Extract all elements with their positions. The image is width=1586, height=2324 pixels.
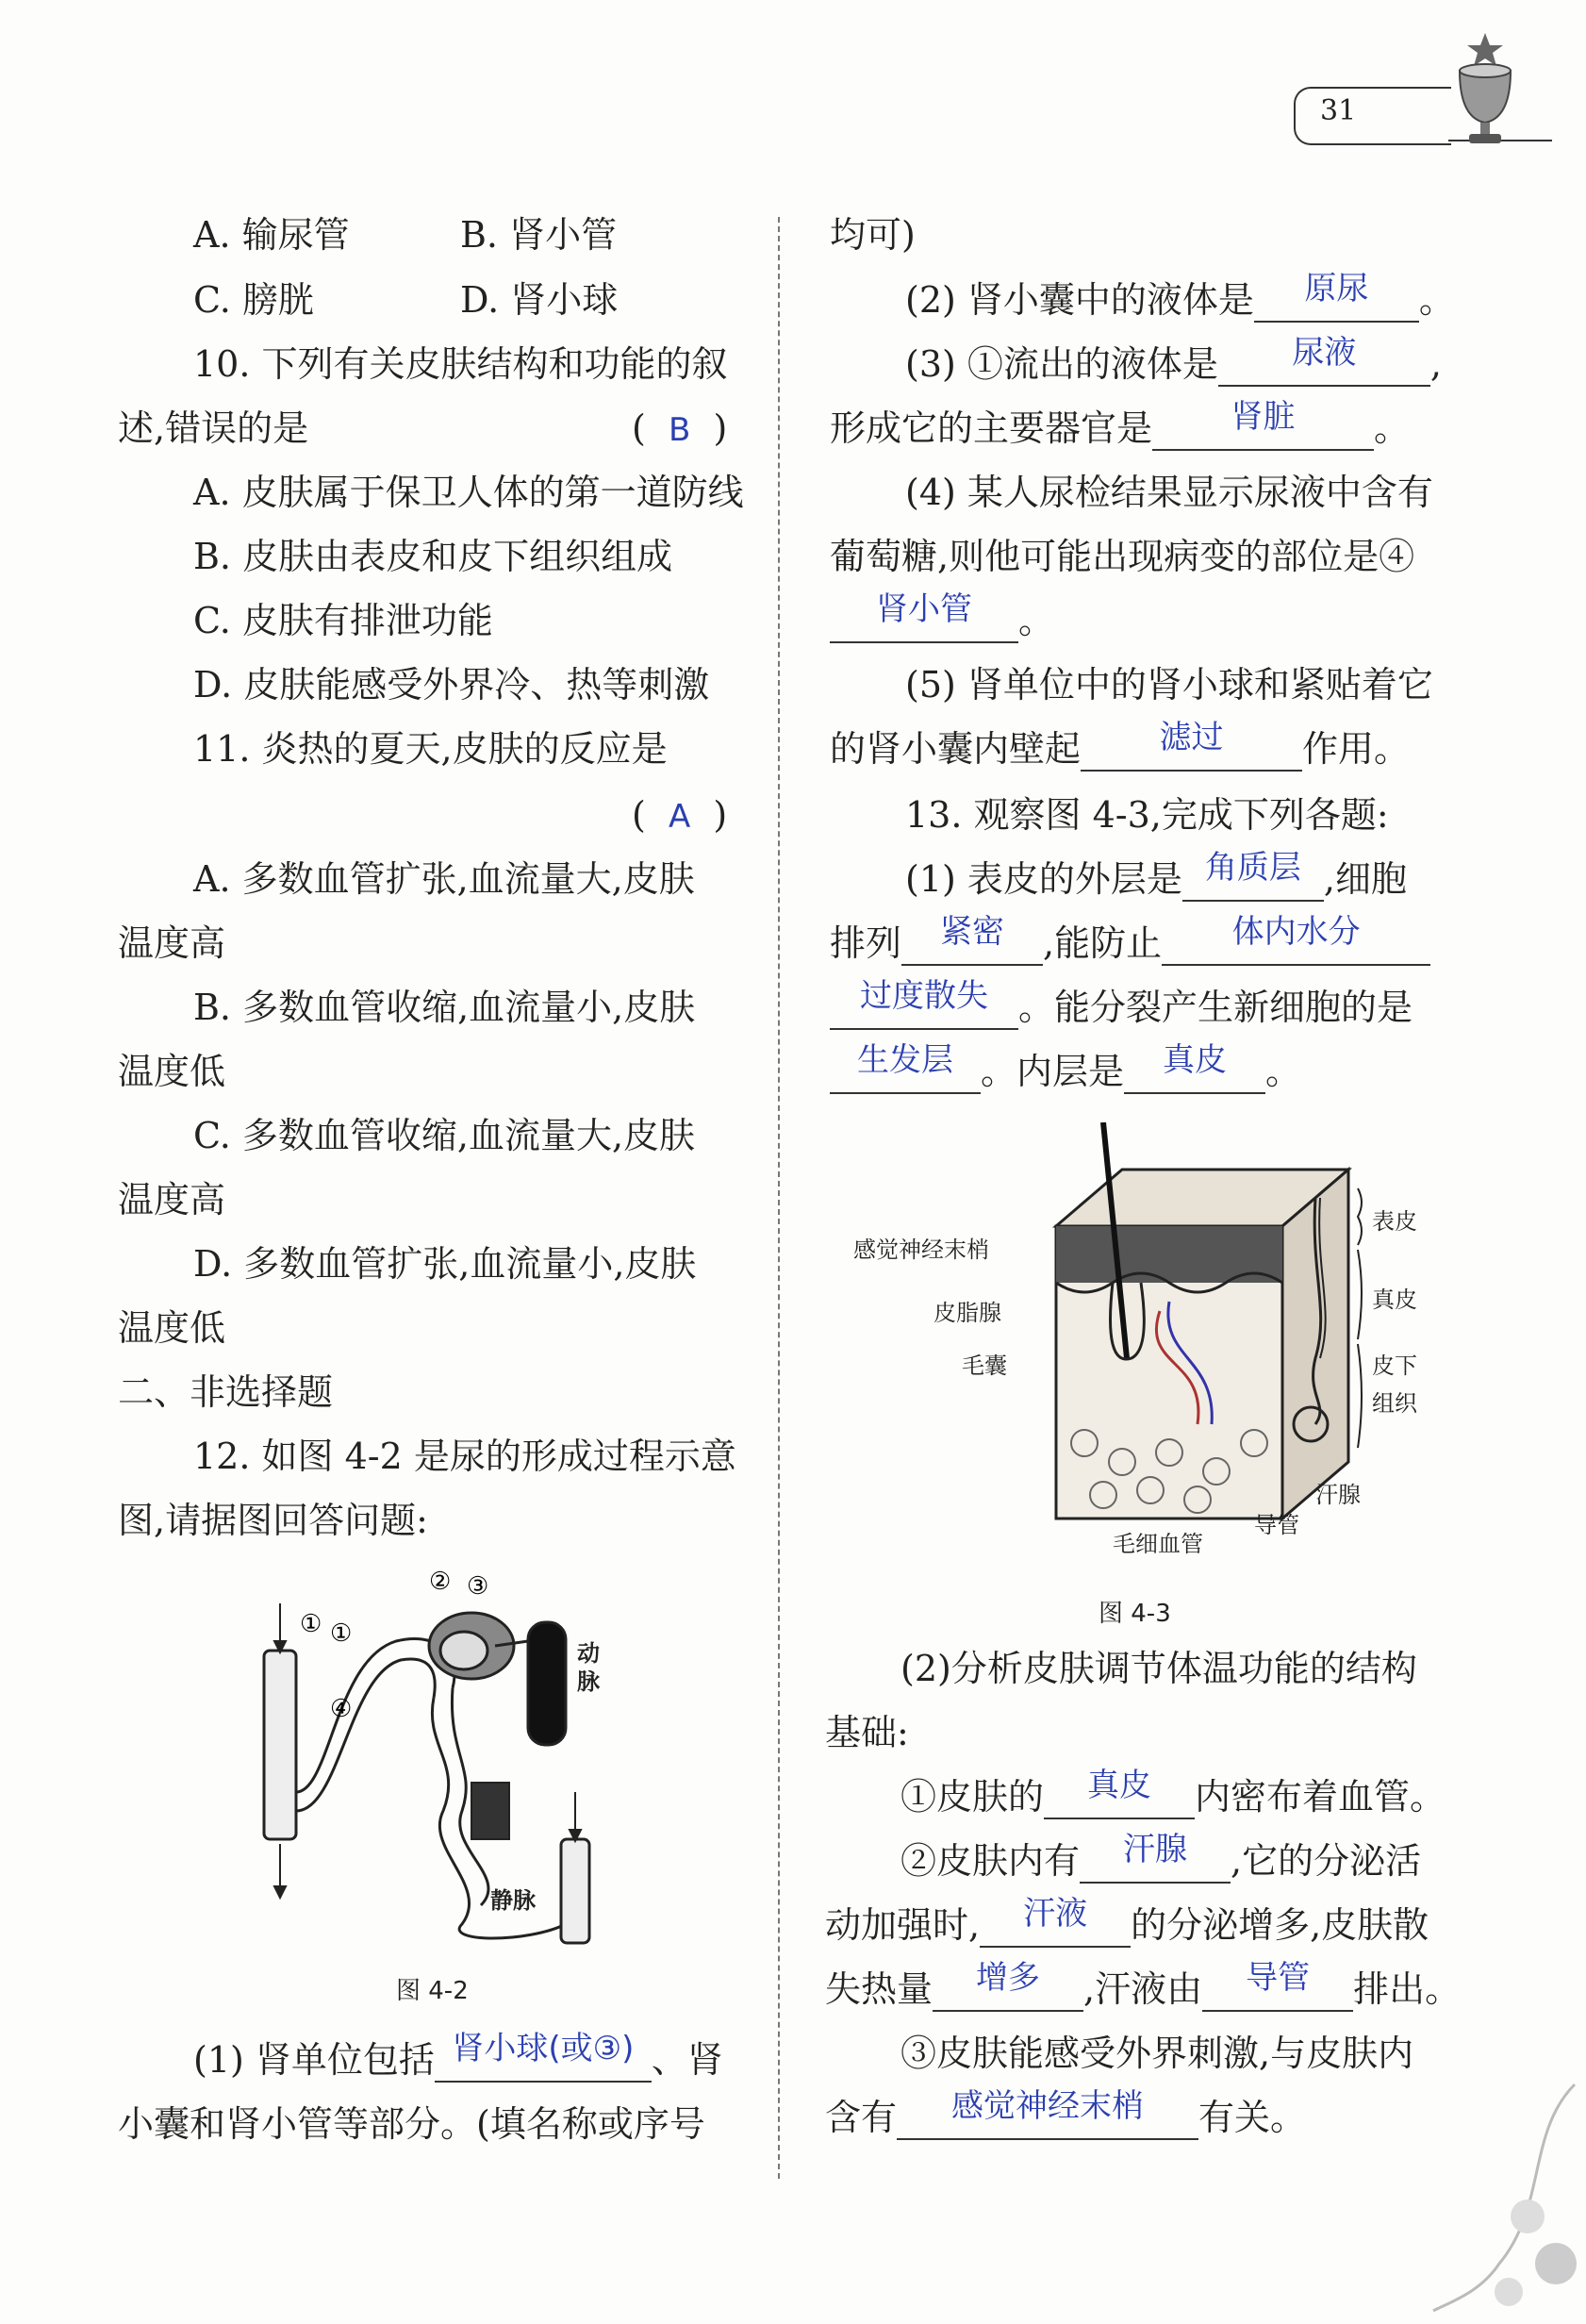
q13-part1-l4: 生发层 。内层是 真皮 。	[830, 1049, 1301, 1094]
q10-option-b: B. 皮肤由表皮和皮下组织组成	[193, 536, 673, 577]
q13-s1-answer: 真皮	[1087, 1767, 1152, 1804]
q13-s3-answer: 感觉神经末梢	[951, 2087, 1145, 2125]
q13-ans-water: 体内水分	[1231, 913, 1361, 951]
label-sebaceous-gland: 皮脂腺	[933, 1300, 1001, 1326]
q9-option-b: B. 肾小管	[460, 214, 618, 256]
q9-option-d: D. 肾小球	[460, 279, 619, 321]
label-hair-follicle: 毛囊	[962, 1353, 1007, 1379]
q10-stem: 10. 下列有关皮肤结构和功能的叙	[193, 343, 728, 385]
q11-option-d: D. 多数血管扩张,血流量小,皮肤	[193, 1243, 697, 1285]
q13-s3b: 含有 感觉神经末梢 有关。	[825, 2087, 1307, 2138]
label-sensory-nerve: 感觉神经末梢	[853, 1237, 989, 1263]
q12-part1-answer: 肾小球(或③)	[452, 2030, 635, 2067]
q11-option-c-cont: 温度高	[118, 1179, 226, 1220]
label-capillary: 毛细血管	[1113, 1531, 1203, 1557]
label-vein: 静脉	[490, 1887, 536, 1914]
q13-ans-loss: 过度散失	[860, 977, 988, 1015]
q12-part1: (1) 肾单位包括 肾小球(或③) 、肾	[193, 2030, 723, 2081]
q13-ans-tight: 紧密	[940, 913, 1005, 951]
q11-answer: A	[668, 798, 691, 836]
q12-part3b: 形成它的主要器官是 肾脏 。	[830, 398, 1411, 449]
q12-part3-answer: 尿液	[1292, 334, 1357, 372]
q13-part2-l2: 基础:	[825, 1712, 909, 1753]
label-artery: 动脉	[577, 1640, 600, 1695]
q11-answer-paren: ( A )	[632, 794, 728, 836]
q13-ans-cuticle: 角质层	[1204, 849, 1301, 887]
q12-part2-answer: 原尿	[1304, 270, 1369, 307]
fig-4-2-caption: 图 4-2	[396, 1977, 469, 2005]
q13-part1-l2: 排列 紧密 ,能防止 体内水分	[830, 921, 1430, 966]
q11-option-a-cont: 温度高	[118, 922, 226, 964]
q11-option-b: B. 多数血管收缩,血流量小,皮肤	[193, 987, 696, 1028]
q13-part1: (1) 表皮的外层是 角质层 ,细胞	[905, 849, 1408, 900]
q11-option-a: A. 多数血管扩张,血流量大,皮肤	[193, 858, 695, 900]
q13-s2c-answer2: 导管	[1246, 1959, 1311, 1997]
q13-s2b: 动加强时, 汗液 的分泌增多,皮肤散	[825, 1895, 1429, 1946]
q12-stem-line2: 图,请据图回答问题:	[118, 1500, 428, 1541]
q13-s2b-answer: 汗液	[1023, 1895, 1088, 1933]
q12-part5: (5) 肾单位中的肾小球和紧贴着它	[905, 664, 1433, 706]
fig-4-3-caption: 图 4-3	[1099, 1600, 1171, 1628]
skin-diagram	[1028, 1122, 1367, 1537]
flower-decoration-icon	[1414, 2075, 1584, 2320]
label-subcutaneous-2: 组织	[1372, 1390, 1417, 1417]
q12-stem: 12. 如图 4-2 是尿的形成过程示意	[193, 1436, 736, 1477]
label-2: ②	[429, 1568, 452, 1596]
label-duct: 导管	[1254, 1512, 1299, 1538]
q12-part4-answer: 肾小管	[876, 590, 972, 628]
q12-part5-l2: 的肾小囊内壁起 滤过 作用。	[830, 719, 1411, 770]
label-sweat-gland: 汗腺	[1315, 1482, 1361, 1508]
q12-part5-answer: 滤过	[1159, 719, 1224, 756]
q13-s2c-answer: 增多	[976, 1959, 1041, 1997]
q12-part4-l2: 葡萄糖,则他可能出现病变的部位是④	[830, 536, 1415, 577]
label-1: ①	[300, 1610, 322, 1638]
page-number: 31	[1320, 94, 1357, 127]
q12-part1-cont: 小囊和肾小管等部分。(填名称或序号	[118, 2103, 705, 2145]
q11-stem: 11. 炎热的夏天,皮肤的反应是	[193, 728, 668, 770]
label-dermis: 真皮	[1372, 1286, 1417, 1313]
q12-part3: (3) ①流出的液体是 尿液 ,	[905, 334, 1443, 385]
trophy-icon	[1443, 28, 1528, 151]
q9-option-a: A. 输尿管	[193, 214, 350, 256]
label-3: ③	[467, 1572, 489, 1601]
q10-stem-line2: 述,错误的是	[118, 407, 309, 449]
section-heading: 二、非选择题	[118, 1371, 334, 1413]
q13-ans-germinal: 生发层	[857, 1041, 953, 1079]
q12-part3b-answer: 肾脏	[1231, 398, 1296, 436]
q10-option-a: A. 皮肤属于保卫人体的第一道防线	[193, 472, 744, 513]
q10-answer: B	[668, 411, 691, 449]
q13-stem: 13. 观察图 4-3,完成下列各题:	[905, 794, 1389, 836]
q13-s2: ②皮肤内有 汗腺 ,它的分泌活	[900, 1831, 1422, 1882]
q11-option-d-cont: 温度低	[118, 1307, 226, 1349]
label-subcutaneous: 皮下	[1372, 1353, 1417, 1379]
q12-part4-l3: 肾小管 。	[830, 598, 1054, 643]
q13-s3: ③皮肤能感受外界刺激,与皮肤内	[900, 2033, 1414, 2074]
q10-answer-paren: ( B )	[632, 407, 728, 449]
q10-option-c: C. 皮肤有排泄功能	[193, 600, 493, 641]
page-number-box	[1294, 87, 1451, 145]
q10-option-d: D. 皮肤能感受外界冷、热等刺激	[193, 664, 710, 706]
q12-cont: 均可)	[830, 214, 916, 256]
q12-part2: (2) 肾小囊中的液体是 原尿 。	[905, 270, 1455, 321]
q13-part1-l3: 过度散失 。能分裂产生新细胞的是	[830, 985, 1413, 1030]
nephron-diagram	[245, 1566, 622, 1962]
q13-part2: (2)分析皮肤调节体温功能的结构	[900, 1648, 1417, 1689]
q11-option-b-cont: 温度低	[118, 1051, 226, 1092]
q12-part4: (4) 某人尿检结果显示尿液中含有	[905, 472, 1433, 513]
column-divider	[778, 217, 780, 2179]
q9-option-c: C. 膀胱	[193, 279, 314, 321]
q13-s2-answer: 汗腺	[1123, 1831, 1188, 1868]
svg-text:①: ①	[330, 1619, 353, 1648]
q11-option-c: C. 多数血管收缩,血流量大,皮肤	[193, 1115, 696, 1156]
q13-s2c: 失热量 增多 ,汗液由 导管 排出。	[825, 1959, 1462, 2010]
q13-s1: ①皮肤的 真皮 内密布着血管。	[900, 1767, 1446, 1818]
q13-ans-dermis: 真皮	[1163, 1041, 1228, 1079]
label-epidermis: 表皮	[1372, 1208, 1417, 1235]
label-4: ④	[330, 1695, 353, 1723]
